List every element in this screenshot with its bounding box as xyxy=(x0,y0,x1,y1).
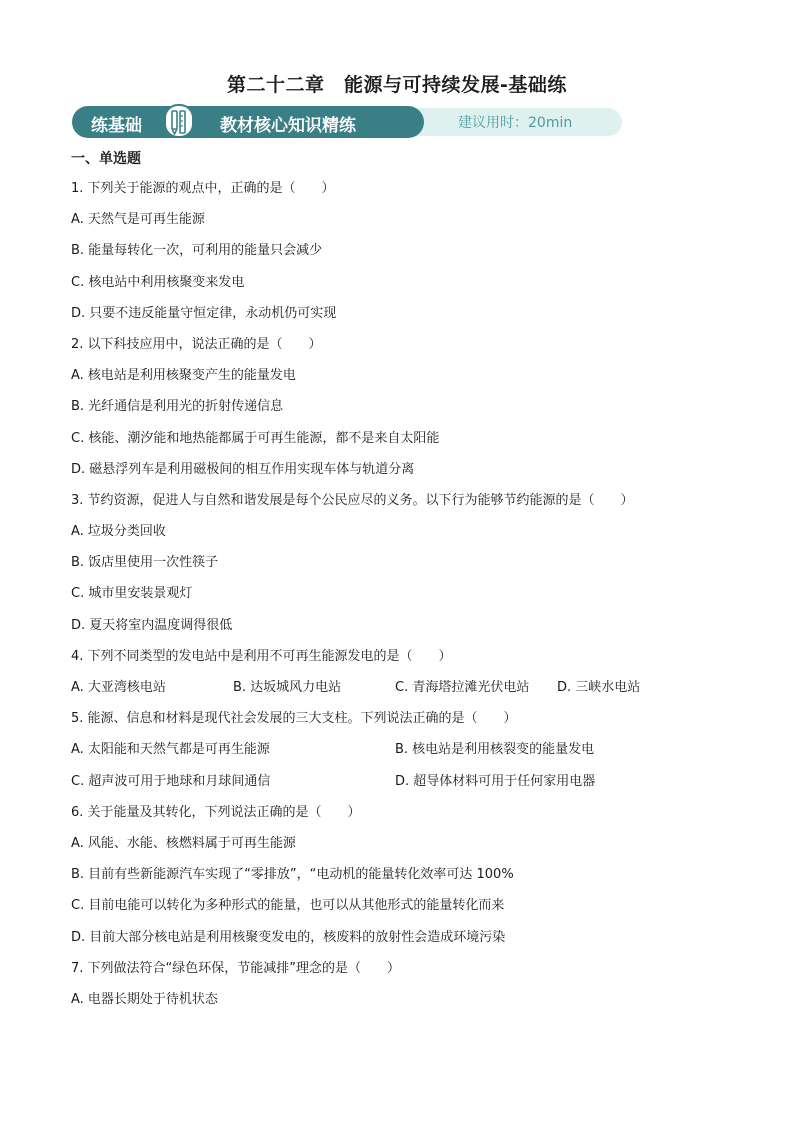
option-a: A. 太阳能和天然气都是可再生能源 xyxy=(71,742,270,758)
option-c: C. 超声波可用于地球和月球间通信 xyxy=(71,773,271,789)
option-d: D. 三峡水电站 xyxy=(557,680,641,695)
option-c: C. 青海塔拉滩光伏电站 xyxy=(395,680,530,695)
section-heading: 一、单选题 xyxy=(71,151,141,167)
option-d: D. 只要不违反能量守恒定律，永动机仍可实现 xyxy=(71,305,337,321)
question-stem: 1. 下列关于能源的观点中，正确的是（ ） xyxy=(71,181,335,196)
option-row xyxy=(71,772,731,803)
option-d: D. 目前大部分核电站是利用核聚变发电的，核废料的放射性会造成环境污染 xyxy=(71,929,506,945)
option-d: D. 磁悬浮列车是利用磁极间的相互作用实现车体与轨道分离 xyxy=(71,461,415,477)
question-stem: 5. 能源、信息和材料是现代社会发展的三大支柱。下列说法正确的是（ ） xyxy=(71,711,517,727)
option-a: A. 天然气是可再生能源 xyxy=(71,212,205,228)
option-a: A. 核电站是利用核聚变产生的能量发电 xyxy=(71,368,296,384)
option-d: D. 夏天将室内温度调得很低 xyxy=(71,617,233,633)
option-a: A. 垃圾分类回收 xyxy=(71,524,166,540)
banner-time: 建议用时：20min xyxy=(458,115,573,131)
section-banner xyxy=(72,106,622,138)
option-row xyxy=(71,678,731,709)
banner-label-left: 练基础 xyxy=(91,116,142,136)
option-a: A. 大亚湾核电站 xyxy=(71,680,166,695)
question-list xyxy=(71,149,731,1021)
option-b: B. 达坂城风力电站 xyxy=(233,680,342,695)
question-stem: 2. 以下科技应用中，说法正确的是（ ） xyxy=(71,336,322,352)
pencil-ruler-icon xyxy=(164,104,194,138)
option-b: B. 能量每转化一次，可利用的能量只会减少 xyxy=(71,243,323,259)
option-c: C. 核电站中利用核聚变来发电 xyxy=(71,274,245,290)
question-stem: 4. 下列不同类型的发电站中是利用不可再生能源发电的是（ ） xyxy=(71,648,452,664)
option-c: C. 目前电能可以转化为多种形式的能量，也可以从其他形式的能量转化而来 xyxy=(71,898,505,914)
banner-label-middle: 教材核心知识精练 xyxy=(220,116,356,136)
question-stem: 3. 节约资源，促进人与自然和谐发展是每个公民应尽的义务。以下行为能够节约能源的是（ ） xyxy=(71,492,634,508)
option-c: C. 核能、潮汐能和地热能都属于可再生能源，都不是来自太阳能 xyxy=(71,430,440,446)
question-stem: 6. 关于能量及其转化，下列说法正确的是（ ） xyxy=(71,804,361,820)
option-c: C. 城市里安装景观灯 xyxy=(71,586,193,602)
option-a: A. 风能、水能、核燃料属于可再生能源 xyxy=(71,835,296,851)
page-title: 第二十二章 能源与可持续发展-基础练 xyxy=(227,74,567,96)
option-a: A. 电器长期处于待机状态 xyxy=(71,991,218,1007)
option-b: B. 核电站是利用核裂变的能量发电 xyxy=(395,742,595,758)
question-stem: 7. 下列做法符合“绿色环保，节能减排”理念的是（ ） xyxy=(71,960,401,976)
option-b: B. 光纤通信是利用光的折射传递信息 xyxy=(71,399,284,415)
option-b: B. 目前有些新能源汽车实现了“零排放”，“电动机的能量转化效率可达 100% xyxy=(71,867,514,883)
option-row xyxy=(71,740,731,771)
option-b: B. 饭店里使用一次性筷子 xyxy=(71,555,219,571)
option-d: D. 超导体材料可用于任何家用电器 xyxy=(395,773,596,789)
